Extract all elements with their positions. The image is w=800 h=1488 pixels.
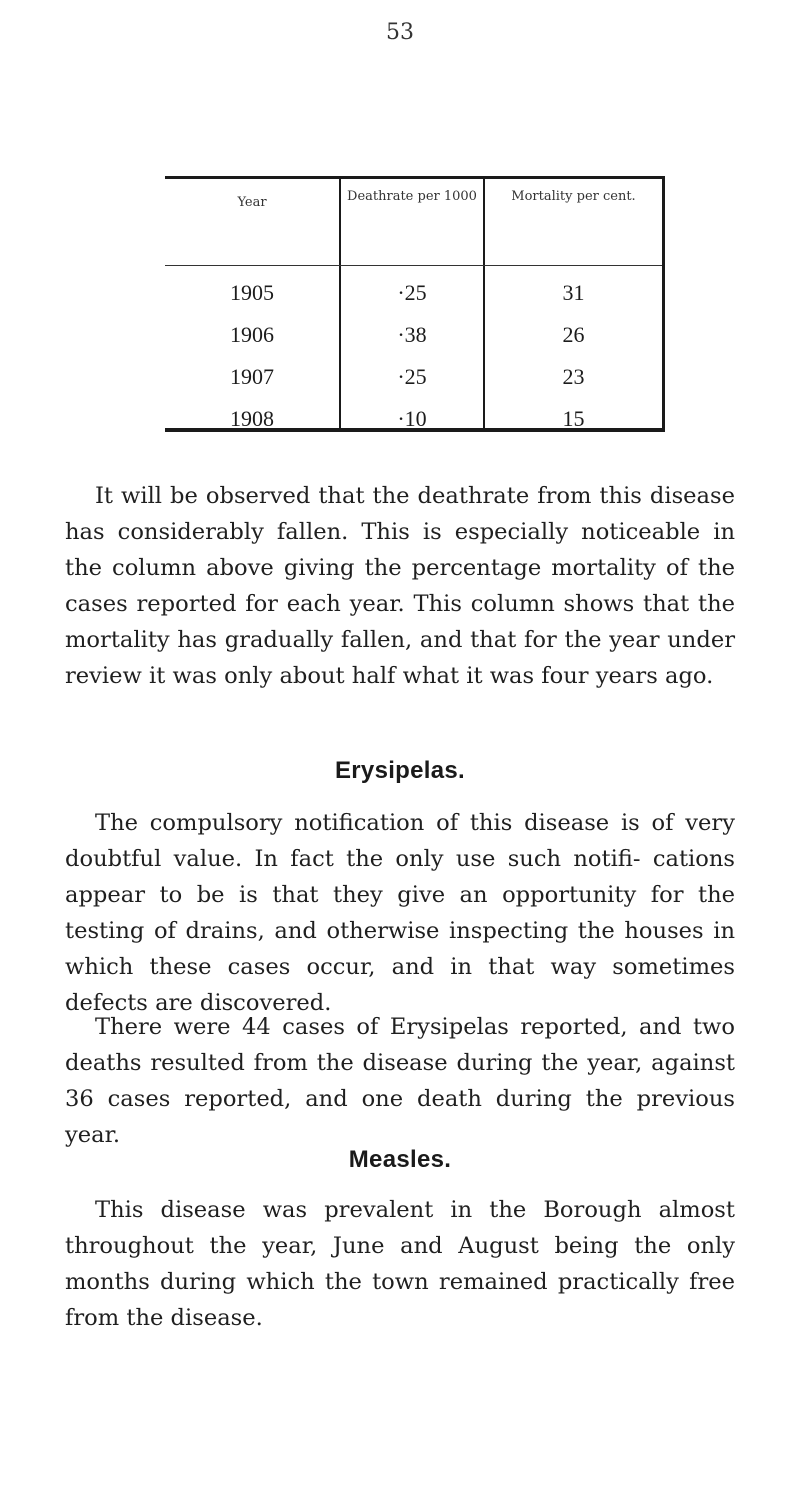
year-cell: 1908 [230, 406, 274, 431]
table-row [165, 357, 662, 397]
mortality-cell: 15 [562, 406, 585, 431]
deathrate-cell: ·25 [397, 364, 427, 389]
header-deathrate: Deathrate per 1000 [347, 189, 477, 204]
erysipelas-cases-block [65, 1009, 735, 1153]
year-cell: 1905 [230, 280, 274, 305]
body-paragraph: This disease was prevalent in the Borough almost throughout the year, June and August being the only months during which the town remained practically free from the disease. [65, 1197, 735, 1331]
header-rule [165, 265, 662, 266]
header-year: Year [237, 195, 267, 210]
body-paragraph: It will be observed that the deathrate from this disease has considerably fallen. This is especially noticeable in the column above giving the percentage mortality of the cases reported for each year. This column shows that the mortality has gradually fallen, and that for the year under review it was only about half what it was four years ago. [65, 483, 735, 689]
mortality-cell: 31 [562, 280, 585, 305]
mortality-cell: 26 [562, 322, 585, 347]
deathrate-cell: ·38 [397, 322, 427, 347]
table-row [165, 273, 662, 313]
deathrate-cell: ·25 [397, 280, 427, 305]
section-heading-measles: Measles. [348, 1146, 452, 1173]
table-row [165, 399, 662, 439]
section-heading-erysipelas: Erysipelas. [334, 757, 466, 784]
erysipelas-paragraph-block [65, 805, 735, 1021]
measles-paragraph-block [65, 1192, 735, 1336]
header-mortality: Mortality per cent. [511, 189, 636, 204]
deathrate-paragraph-block [65, 478, 735, 694]
page-number: 53 [386, 20, 414, 45]
year-cell: 1906 [230, 322, 274, 347]
deathrate-cell: ·10 [397, 406, 427, 431]
body-paragraph: The compulsory notification of this disease is of very doubtful value. In fact the only use such notifi- cations appear to be is that they give an opportunity for the testing of drains, and otherwise inspecting the houses in which these cases occur, and in that way sometimes defects are discovered. [65, 810, 735, 1016]
mortality-table [165, 176, 665, 432]
body-paragraph: There were 44 cases of Erysipelas reported, and two deaths resulted from the disease during the year, against 36 cases reported, and one death during the previous year. [65, 1014, 735, 1148]
table-row [165, 315, 662, 355]
mortality-cell: 23 [562, 364, 585, 389]
year-cell: 1907 [230, 364, 274, 389]
